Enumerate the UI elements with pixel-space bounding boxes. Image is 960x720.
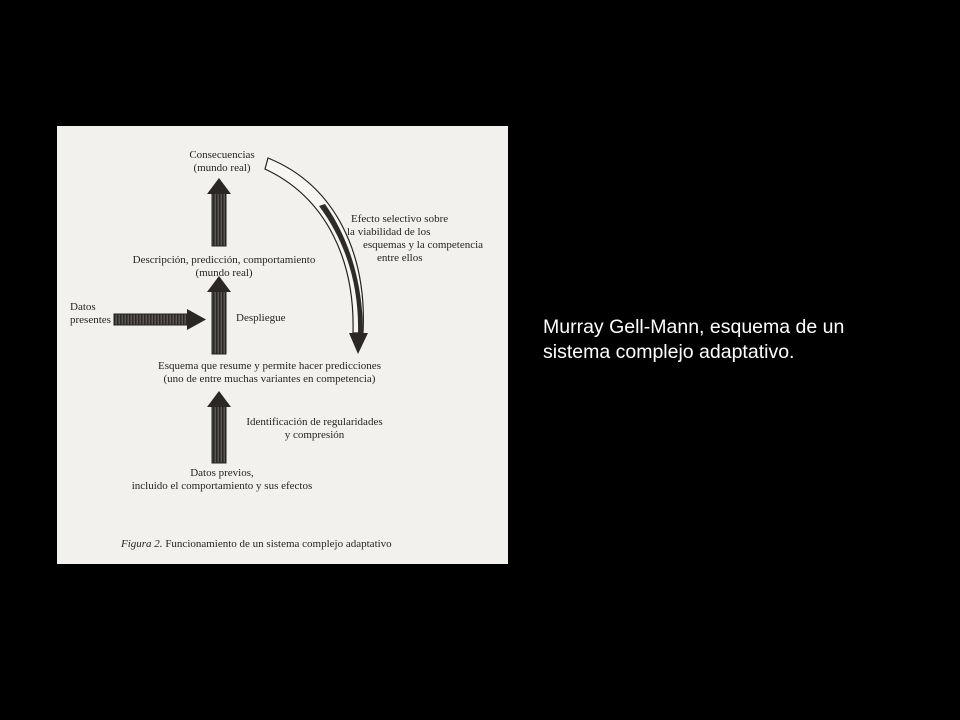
label-efecto-line3: esquemas y la competencia	[363, 239, 484, 251]
label-identificacion	[232, 416, 397, 442]
node-descripcion-line1: Descripción, predicción, comportamiento	[132, 254, 316, 266]
node-descripcion	[109, 254, 339, 280]
node-esquema	[127, 360, 412, 386]
up-arrow-bottom	[207, 391, 231, 463]
slide-caption-line1: Murray Gell-Mann, esquema de un	[543, 316, 845, 338]
label-identificacion-line1: Identificación de regularidades	[246, 416, 383, 428]
node-datos-previos-line2: incluido el comportamiento y sus efectos	[131, 480, 313, 492]
node-consecuencias-line2: (mundo real)	[193, 162, 251, 174]
label-despliegue: Despliegue	[236, 312, 286, 324]
input-datos-presentes	[70, 301, 111, 327]
slide-caption	[543, 315, 943, 365]
node-esquema-line2: (uno de entre muchas variantes en competencia)	[163, 373, 376, 385]
label-identificacion-line2: y compresión	[284, 429, 345, 441]
diagram-scan	[57, 126, 508, 564]
node-consecuencias	[167, 149, 277, 175]
node-descripcion-line2: (mundo real)	[195, 267, 253, 279]
up-arrow-middle	[207, 276, 231, 354]
label-efecto-line4: entre ellos	[377, 252, 423, 264]
right-arrow-datos-presentes	[114, 309, 206, 330]
figure-caption-prefix: Figura 2.	[121, 538, 163, 550]
node-consecuencias-line1: Consecuencias	[189, 149, 255, 161]
label-efecto-line2: la viabilidad de los	[347, 226, 431, 238]
figure-caption	[121, 538, 392, 551]
input-datos-line1: Datos	[70, 301, 96, 313]
figure-caption-text: Funcionamiento de un sistema complejo adaptativo	[165, 538, 392, 550]
input-datos-line2: presentes	[70, 314, 111, 326]
label-efecto-selectivo	[347, 213, 483, 265]
node-esquema-line1: Esquema que resume y permite hacer predicciones	[158, 360, 381, 372]
label-efecto-line1: Efecto selectivo sobre	[351, 213, 449, 225]
diagram-arrows	[57, 126, 508, 564]
node-datos-previos-line1: Datos previos,	[190, 467, 254, 479]
slide-caption-line2: sistema complejo adaptativo.	[543, 341, 795, 363]
node-datos-previos	[97, 467, 347, 493]
up-arrow-top	[207, 178, 231, 246]
